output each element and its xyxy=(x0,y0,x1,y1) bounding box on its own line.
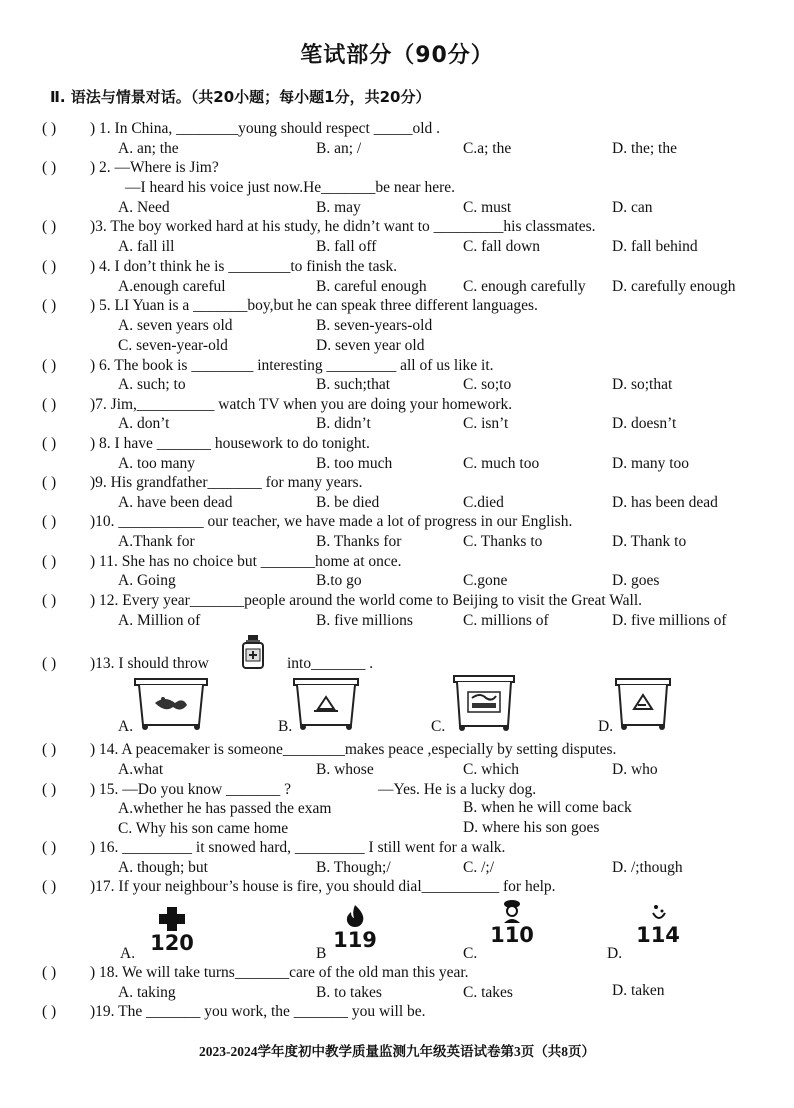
option-b: B. five millions xyxy=(316,612,413,629)
question-stem: )7. Jim,__________ watch TV when you are doing your homework. xyxy=(90,396,513,413)
option-c: C. seven-year-old xyxy=(118,337,228,354)
option-a: A. don’t xyxy=(118,415,170,432)
option-d: D. who xyxy=(612,761,658,778)
option-d: D. fall behind xyxy=(612,238,698,255)
question-stem: ) 4. I don’t think he is ________to finish the task. xyxy=(90,258,398,275)
question-stem: ) 14. A peacemaker is someone________makes peace ,especially by setting disputes. xyxy=(90,741,617,758)
option-d: D. Thank to xyxy=(612,533,687,550)
answer-paren: ( ) xyxy=(42,435,57,452)
answer-paren: ( ) xyxy=(42,513,57,530)
option-a: A. too many xyxy=(118,455,196,472)
hazardous-waste-bin-icon xyxy=(452,674,516,732)
option-a: A.whether he has passed the exam xyxy=(118,800,332,817)
option-b: B. whose xyxy=(316,761,374,778)
emergency-number-120: 120 xyxy=(150,931,194,955)
option-d: D. doesn’t xyxy=(612,415,677,432)
other-waste-bin-icon xyxy=(614,677,672,731)
option-c: C. xyxy=(431,718,446,735)
question-stem: ) 1. In China, ________young should respect _____old . xyxy=(90,120,441,137)
question-stem: )19. The _______ you work, the _______ you will be. xyxy=(90,1003,426,1020)
option-a: A. though; but xyxy=(118,859,208,876)
question-stem: ) 12. Every year_______people around the world come to Beijing to visit the Great Wall. xyxy=(90,592,643,609)
option-b: B. too much xyxy=(316,455,393,472)
answer-paren: ( ) xyxy=(42,474,57,491)
question-stem: ) 16. _________ it snowed hard, _________ I still went for a walk. xyxy=(90,839,506,856)
option-a: A.what xyxy=(118,761,164,778)
option-b: B. didn’t xyxy=(316,415,371,432)
option-c: C. enough carefully xyxy=(463,278,586,295)
option-b: B. when he will come back xyxy=(463,799,632,816)
option-b: B. seven-years-old xyxy=(316,317,433,334)
option-c: C. isn’t xyxy=(463,415,509,432)
option-a: A. have been dead xyxy=(118,494,233,511)
option-c: C.gone xyxy=(463,572,508,589)
option-b: B. may xyxy=(316,199,361,216)
option-b: B.to go xyxy=(316,572,362,589)
option-d: D. where his son goes xyxy=(463,819,600,836)
question-stem: )13. I should throw xyxy=(90,655,209,672)
option-a: A. Million of xyxy=(118,612,201,629)
option-b: B. an; / xyxy=(316,140,362,157)
question-stem-after: into_______ . xyxy=(287,655,374,672)
question-reply: —Yes. He is a lucky dog. xyxy=(378,781,537,798)
option-b: B. such;that xyxy=(316,376,391,393)
option-a: A. xyxy=(118,718,134,735)
answer-paren: ( ) xyxy=(42,964,57,981)
fire-icon xyxy=(333,904,377,952)
answer-paren: ( ) xyxy=(42,159,57,176)
option-d: D. has been dead xyxy=(612,494,718,511)
answer-paren: ( ) xyxy=(42,655,57,672)
option-d: D. xyxy=(598,718,614,735)
option-b: B. be died xyxy=(316,494,380,511)
question-stem: )10. ___________ our teacher, we have made a lot of progress in our English. xyxy=(90,513,573,530)
question-stem: ) 6. The book is ________ interesting _________ all of us like it. xyxy=(90,357,494,374)
police-icon xyxy=(490,899,534,947)
option-c: C. Why his son came home xyxy=(118,820,289,837)
answer-paren: ( ) xyxy=(42,120,57,137)
option-c: C. xyxy=(463,945,478,962)
option-d: D. five millions of xyxy=(612,612,727,629)
option-c: C.a; the xyxy=(463,140,512,157)
question-stem: ) 11. She has no choice but _______home at once. xyxy=(90,553,402,570)
option-d: D. taken xyxy=(612,982,665,999)
option-a: A. Going xyxy=(118,572,176,589)
answer-paren: ( ) xyxy=(42,781,57,798)
emergency-number-110: 110 xyxy=(490,923,534,947)
emergency-number-119: 119 xyxy=(333,928,377,952)
answer-paren: ( ) xyxy=(42,297,57,314)
information-icon xyxy=(636,903,680,947)
option-a: A. Need xyxy=(118,199,170,216)
option-c: C. takes xyxy=(463,984,513,1001)
answer-paren: ( ) xyxy=(42,1003,57,1020)
option-b: B. careful enough xyxy=(316,278,427,295)
answer-paren: ( ) xyxy=(42,878,57,895)
option-a: A. seven years old xyxy=(118,317,233,334)
emergency-number-114: 114 xyxy=(636,923,680,947)
option-d: D. seven year old xyxy=(316,337,425,354)
page-title: 笔试部分（90分） xyxy=(300,43,494,68)
option-c: C. millions of xyxy=(463,612,549,629)
option-d: D. can xyxy=(612,199,653,216)
option-d: D. the; the xyxy=(612,140,677,157)
option-c: C. much too xyxy=(463,455,540,472)
option-d: D. /;though xyxy=(612,859,683,876)
option-a: A. such; to xyxy=(118,376,186,393)
ambulance-cross-icon xyxy=(150,907,194,955)
option-c: C. Thanks to xyxy=(463,533,543,550)
answer-paren: ( ) xyxy=(42,592,57,609)
option-b: B. fall off xyxy=(316,238,377,255)
question-stem: ) 2. —Where is Jim? xyxy=(90,159,219,176)
medicine-bottle-icon xyxy=(240,634,266,670)
option-c: C. /;/ xyxy=(463,859,495,876)
answer-paren: ( ) xyxy=(42,258,57,275)
option-d: D. goes xyxy=(612,572,660,589)
option-b: B xyxy=(316,945,327,962)
option-d: D. carefully enough xyxy=(612,278,736,295)
option-c: C. must xyxy=(463,199,512,216)
recyclable-bin-icon xyxy=(292,677,360,731)
question-stem-line2: —I heard his voice just now.He_______be near here. xyxy=(125,179,455,196)
question-stem: ) 8. I have _______ housework to do tonight. xyxy=(90,435,370,452)
option-d: D. many too xyxy=(612,455,690,472)
option-b: B. xyxy=(278,718,293,735)
answer-paren: ( ) xyxy=(42,218,57,235)
answer-paren: ( ) xyxy=(42,839,57,856)
question-stem: )3. The boy worked hard at his study, he didn’t want to _________his classmates. xyxy=(90,218,596,235)
answer-paren: ( ) xyxy=(42,357,57,374)
page-footer: 2023-2024学年度初中教学质量监测九年级英语试卷第3页（共8页） xyxy=(199,1044,595,1059)
question-stem: )9. His grandfather_______ for many years. xyxy=(90,474,363,491)
option-c: C. which xyxy=(463,761,519,778)
option-a: A. an; the xyxy=(118,140,179,157)
answer-paren: ( ) xyxy=(42,396,57,413)
option-a: A.enough careful xyxy=(118,278,226,295)
option-c: C. fall down xyxy=(463,238,541,255)
question-stem: )17. If your neighbour’s house is fire, you should dial__________ for help. xyxy=(90,878,556,895)
option-a: A. xyxy=(120,945,136,962)
option-b: B. Though;/ xyxy=(316,859,391,876)
option-c: C. so;to xyxy=(463,376,512,393)
question-stem: ) 18. We will take turns_______care of the old man this year. xyxy=(90,964,469,981)
kitchen-waste-bin-icon xyxy=(133,677,209,731)
question-stem: ) 5. LI Yuan is a _______boy,but he can speak three different languages. xyxy=(90,297,538,314)
option-d: D. so;that xyxy=(612,376,673,393)
section-header: Ⅱ. 语法与情景对话。（共20小题；每小题1分，共20分） xyxy=(50,88,431,106)
option-b: B. Thanks for xyxy=(316,533,402,550)
answer-paren: ( ) xyxy=(42,741,57,758)
option-a: A. taking xyxy=(118,984,176,1001)
question-stem: ) 15. —Do you know _______ ? xyxy=(90,781,292,798)
option-c: C.died xyxy=(463,494,504,511)
option-a: A.Thank for xyxy=(118,533,195,550)
option-d: D. xyxy=(607,945,623,962)
option-b: B. to takes xyxy=(316,984,382,1001)
option-a: A. fall ill xyxy=(118,238,175,255)
answer-paren: ( ) xyxy=(42,553,57,570)
